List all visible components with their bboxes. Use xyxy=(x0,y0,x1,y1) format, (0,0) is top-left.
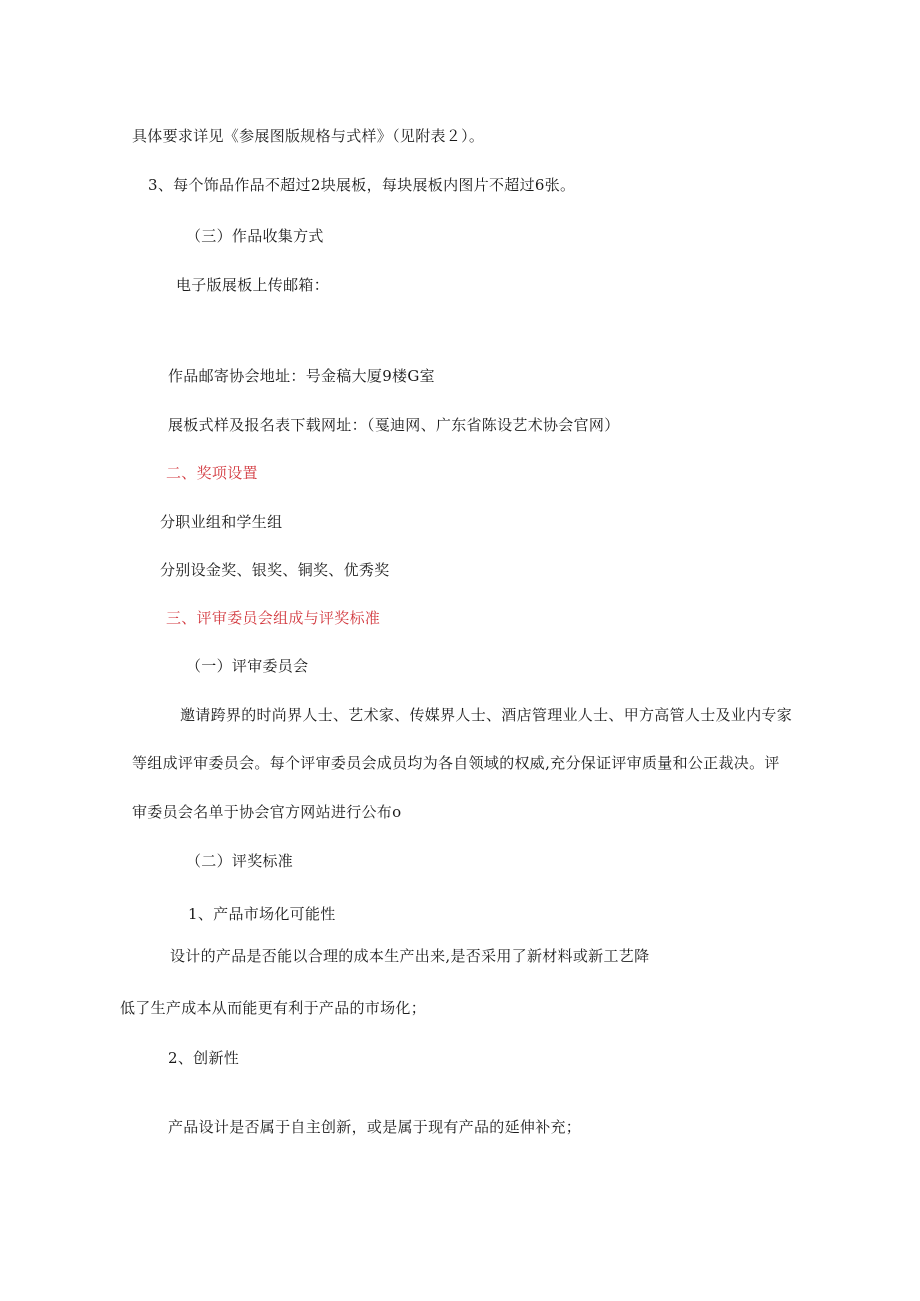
heading-jury-standards: 三、评审委员会组成与评奖标准 xyxy=(166,609,381,627)
subheading-standards: （二）评奖标准 xyxy=(186,852,294,870)
standard-item-1-title: 1、产品市场化可能性 xyxy=(188,905,336,923)
list-item-3: 3、每个饰品作品不超过2块展板，每块展板内图片不超过6张。 xyxy=(148,176,576,194)
paragraph-award-types: 分别设金奖、银奖、铜奖、优秀奖 xyxy=(160,561,390,579)
paragraph-upload-email: 电子版展板上传邮箱： xyxy=(176,276,330,294)
standard-item-1-line-1: 设计的产品是否能以合理的成本生产出来,是否采用了新材料或新工艺降 xyxy=(170,947,650,965)
paragraph-mail-address: 作品邮寄协会地址：号金稿大厦9楼G室 xyxy=(168,367,435,385)
paragraph-jury-line-1: 邀请跨界的时尚界人士、艺术家、传媒界人士、酒店管理业人士、甲方高管人士及业内专家 xyxy=(180,706,793,724)
subheading-jury: （一）评审委员会 xyxy=(186,657,309,675)
subheading-collection-method: （三）作品收集方式 xyxy=(186,227,324,245)
heading-awards: 二、奖项设置 xyxy=(166,464,258,482)
paragraph-download-site: 展板式样及报名表下载网址：（戛迪网、广东省陈设艺术协会官网） xyxy=(168,416,620,434)
paragraph-groups: 分职业组和学生组 xyxy=(160,513,283,531)
standard-item-1-line-2: 低了生产成本从而能更有利于产品的市场化； xyxy=(120,999,427,1017)
paragraph-requirements: 具体要求详见《参展图版规格与式样》（见附表２）。 xyxy=(132,127,485,145)
standard-item-2-title: 2、创新性 xyxy=(168,1049,240,1067)
paragraph-jury-line-3: 审委员会名单于协会官方网站进行公布o xyxy=(132,803,402,821)
standard-item-2-line-1: 产品设计是否属于自主创新，或是属于现有产品的延伸补充； xyxy=(168,1118,582,1136)
paragraph-jury-line-2: 等组成评审委员会。每个评审委员会成员均为各自领域的权威,充分保证评审质量和公正裁决。评 xyxy=(132,754,780,772)
